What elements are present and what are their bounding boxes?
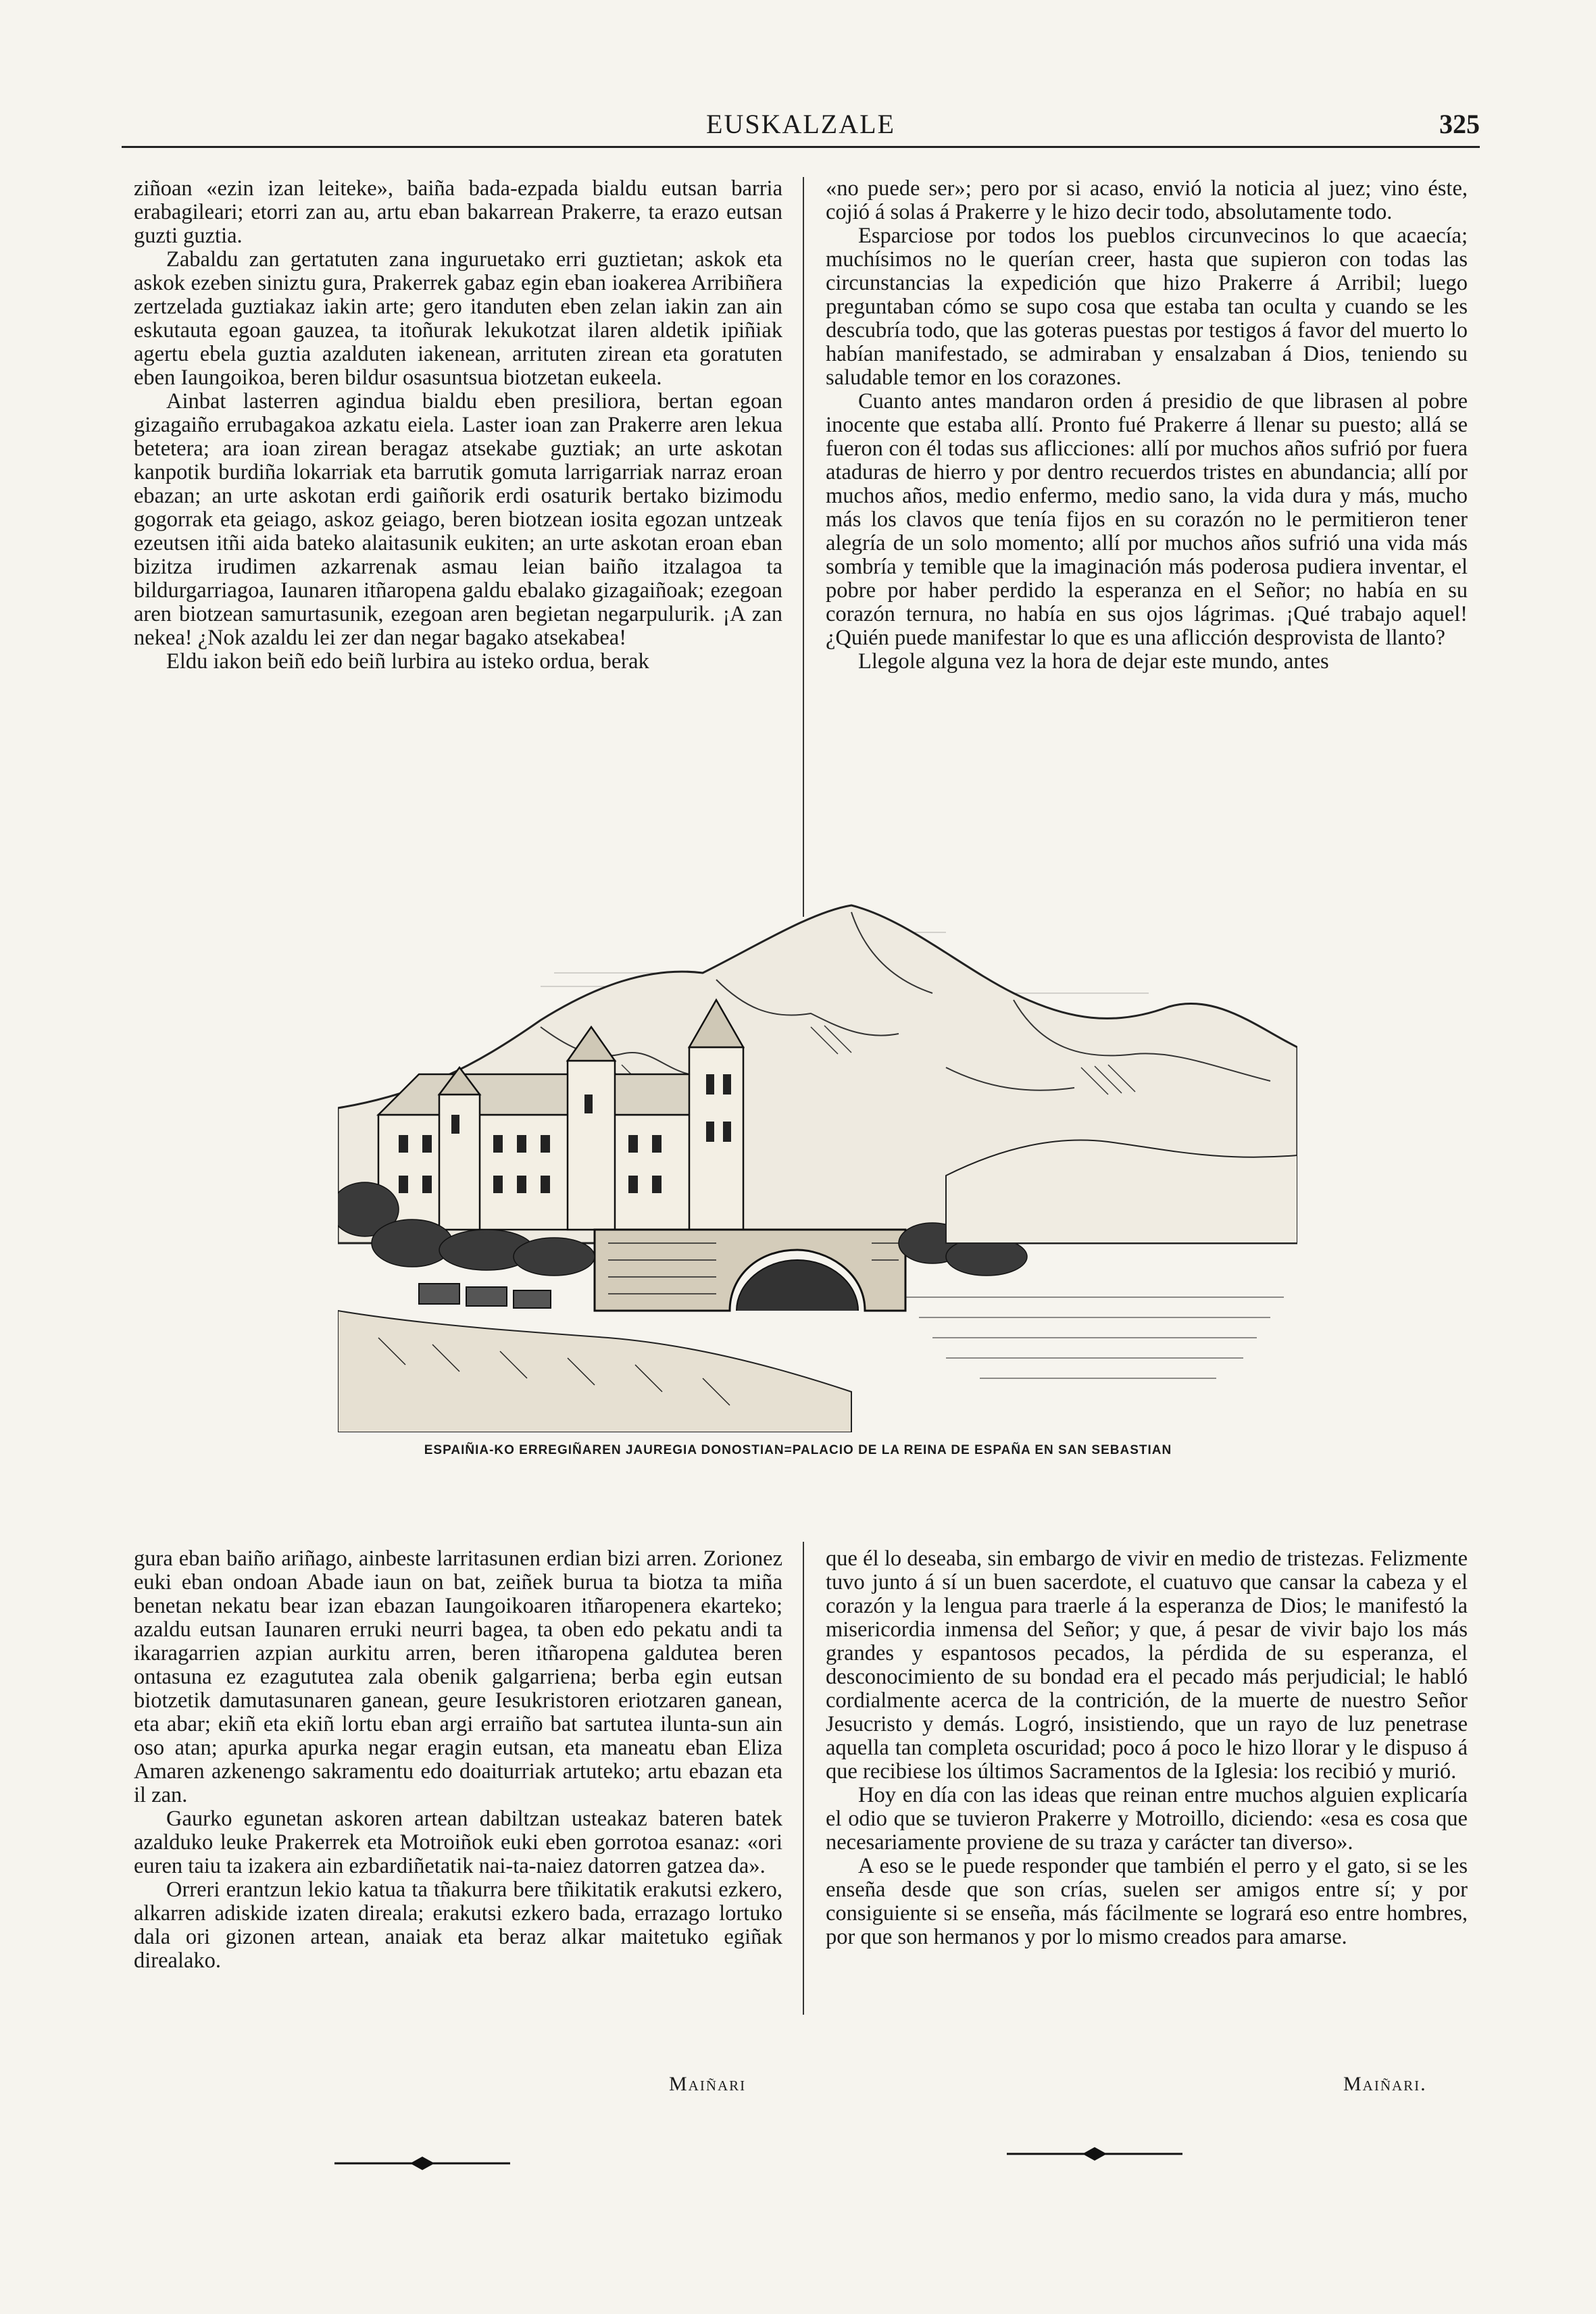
paragraph: Cuanto antes mandaron orden á presidio de que librasen al pobre inocente que estaba allí. Pronto fué Prakerre á llenar su puesto; allá se fueron con él todas sus aflicciones: allí por muchos años sufrió por fuera ataduras de hierro y por dentro recuerdos tristes en abundancia; allí por muchos años, medio enfermo, medio sano, la vida dura y más, mucho más los clavos que tenía fijos en su corazón no le permitieron tener alegría de un solo momento; allí por muchos años sufrió una vida más sombría y temible que la imaginación más poderosa pudiera inventar, el pobre por haber perdido la esperanza en el Señor; no había en su corazón ternura, no había en sus ojos lágrimas. ¡Qué trabajo aquel! ¿Quién puede manifestar lo que es una aflicción desprovista de llanto? (826, 389, 1468, 650)
page-number: 325 (1439, 109, 1480, 139)
paragraph: Zabaldu zan gertatuten zana inguruetako erri guztietan; askok eta askok ezeben siniztu gura, Prakerrek gabaz egin eban ioakerea Arribiñera zertzelada guztiakaz iakin arte; gero itanduten eben zelan iakin zan ain eskutauta egoan gauzea, ta itoñurak lekukotzat ilaren aldetik ipiñiak agertu ebela guztia azalduten iakenean, arrituten zirean eta goratuten eben Iaungoikoa, beren bildur osasuntsua biotzetan eukeela. (134, 247, 782, 390)
paragraph: Orreri erantzun lekio katua ta tñakurra bere tñikitatik erakutsi ezkero, alkarren adiskide izaten direala; erakutsi ezkero bada, errazago lortuko dala ori gizonen artean, anaiak eta beraz alkar maitetuko egiñak direalako. (134, 1878, 782, 1973)
end-ornament-right (1007, 2146, 1182, 2162)
paragraph: ziñoan «ezin izan leiteke», baiña bada-ezpada bialdu eutsan barria erabagileari; etorri zan au, artu eban bakarrean Prakerre, ta erazo eutsan guzti guztia. (134, 176, 782, 248)
basque-column-bottom (134, 1547, 782, 1973)
end-ornament-left (334, 2155, 510, 2171)
paragraph: Eldu iakon beiñ edo beiñ lurbira au isteko ordua, berak (166, 649, 649, 674)
paragraph: Llegole alguna vez la hora de dejar este mundo, antes (858, 649, 1329, 674)
paragraph: Gaurko egunetan askoren artean dabiltzan usteakaz bateren batek azalduko leuke Prakerrek eta Motroiñok euki eben gorrotoa esanaz: «ori euren taiu ta izakera ain ezbardiñetatik nai-ta-naiez datorren gatzea da». (134, 1807, 782, 1878)
signature-left: Maiñari (669, 2073, 747, 2095)
column-divider-top (803, 177, 804, 917)
paragraph: «no puede ser»; pero por si acaso, envió la noticia al juez; vino éste, cojió á solas á Prakerre y le hizo decir todo, absolutamente todo. (826, 176, 1468, 224)
basque-column-top (134, 177, 782, 674)
running-title: EUSKALZALE (706, 109, 895, 139)
paragraph: Hoy en día con las ideas que reinan entre muchos alguien explicaría el odio que se tuvieron Prakerre y Motroillo, diciendo: «esa es cosa que necesariamente proviene de su traza y carácter tan diverso». (826, 1783, 1468, 1855)
paragraph: Esparciose por todos los pueblos circunvecinos lo que acaecía; muchísimos no le querían creer, hasta que supieron con todas las circunstancias la expedición que hizo Prakerre á Arribil; luego preguntaban cómo se supo cosa que estaba tan oculta y cuando se les descubría todo, que las goteras puestas por testigos á favor del muerto lo habían manifestado, se admiraban y ensalzaban á Dios, teniendo su saludable temor en los corazones. (826, 224, 1468, 390)
paragraph: Ainbat lasterren agindua bialdu eben presiliora, bertan egoan gizagaiño errubagakoa azkatu eiela. Laster ioan zan Prakerre aren lekua betetera; ara ioan zirean beragaz atsekabe guztiak; an urte askotan kanpotik burdiña lokarriak eta barrutik gomuta larrigarriak narraz eroan ebazan; an urte askotan erdi gaiñorik erdi osaturik bertako bizimodu gogorrak eta geiago, askoz geiago, beren biotzean iosita egozan untzeak ezeutsen itñi aida bateko alaitasunik eukiten; an urte askotan eroan eban bizitza irudimen azkarrenak asmau leian baiño itzalagoa ta bildurgarriagoa, Iaunaren itñaropena galdu ebalako gizagaiñoak; ezegoan aren biotzean samurtasunik, ezegoan aren begietan negarpulurik. ¡A zan nekea! ¿Nok azaldu lei zer dan negar bagako atsekabea! (134, 389, 782, 650)
signature-right: Maiñari. (1343, 2073, 1427, 2095)
palace-illustration (338, 892, 1297, 1432)
figure-caption: ESPAIÑIA-KO ERREGIÑAREN JAUREGIA DONOSTIAN=PALACIO DE LA REINA DE ESPAÑA EN SAN SEBASTIAN (424, 1443, 1172, 1457)
paragraph: que él lo deseaba, sin embargo de vivir en medio de tristezas. Felizmente tuvo junto á sí un buen sacerdote, el cuatuvo que cansar la cabeza y el corazón y la lengua para traerle á la esperanza de Dios; le manifestó la misericordia inmensa del Señor; y que, á pesar de vivir bajo los más grandes y espantosos pecados, la pérdida de su esperanza, el desconocimiento de su bondad era el pecado más perjudicial; le habló cordialmente acerca de la contrición, de la muerte de nuestro Señor Jesucristo y demás. Logró, insistiendo, que un rayo de luz penetrase aquella tan completa oscuridad; poco á poco le hizo llorar y le dispuso á que recibiese los últimos Sacramentos de la Iglesia: los recibió y murió. (826, 1546, 1468, 1784)
spanish-column-bottom (826, 1547, 1468, 1949)
page-header (122, 108, 1480, 148)
paragraph: gura eban baiño ariñago, ainbeste larritasunen erdian bizi arren. Zorionez euki eban ondoan Abade iaun on bat, zeiñek burua ta biotza ta miña benetan nekatu bear izan ebazan Iaungoikoaren itñaropenera ekarteko; azaldu eutsan Iaunaren erruki neurri bagea, ta oben edo pekatu andi ta ikaragarrien azpian aurkitu arren, beren itñaropena galdutea beren ontasuna ez ezagututea zala obenik galgarriena; berba egin eutsan biotzetik damutasunaren ganean, geure Iesukristoren eriotzaren ganean, eta abar; ekiñ eta ekiñ lortu eban argi erraiño bat sartutea ilunta-sun ain oso atan; apurka apurka negar eragin eutsan, eta maneatu eban Eliza Amaren azkenengo sakramentu edo doaiturriak artuteko; artu ebazan eta il zan. (134, 1546, 782, 1807)
paragraph: A eso se le puede responder que también el perro y el gato, si se les enseña desde que son crías, suelen ser amigos entre sí; y por consiguiente si se enseña, más fácilmente se logrará eso entre hombres, por que son hermanos y por lo mismo creados para amarse. (826, 1854, 1468, 1949)
spanish-column-top (826, 177, 1468, 674)
column-divider-bottom (803, 1542, 804, 2015)
